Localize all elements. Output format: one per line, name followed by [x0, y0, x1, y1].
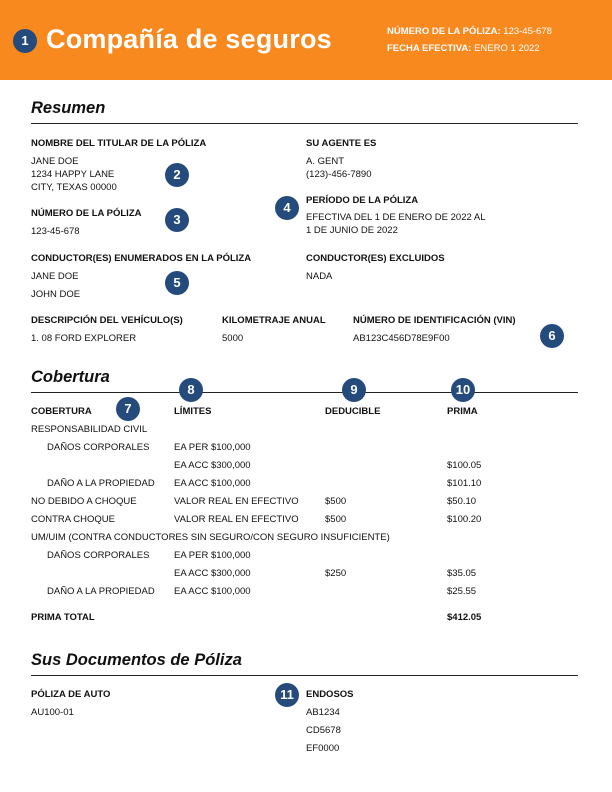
policy-number-label: NÚMERO DE LA PÓLIZA	[31, 208, 142, 219]
callout-badge-9: 9	[342, 378, 366, 402]
endorsement-item: AB1234	[306, 707, 340, 718]
coverage-row-name: RESPONSABILIDAD CIVIL	[31, 424, 148, 435]
callout-badge-10: 10	[451, 378, 475, 402]
mileage-value: 5000	[222, 333, 244, 344]
coverage-row-premium: $35.05	[447, 568, 477, 579]
coverage-row-limit: EA ACC $300,000	[174, 460, 251, 471]
callout-badge-8: 8	[179, 378, 203, 402]
coverage-row-name: DAÑOS CORPORALES	[47, 442, 150, 453]
coverage-row-premium: $100.05	[447, 460, 482, 471]
coverage-row-premium: $50.10	[447, 496, 477, 507]
holder-street: 1234 HAPPY LANE	[31, 169, 115, 180]
coverage-row-premium: $101.10	[447, 478, 482, 489]
coverage-row-name: DAÑOS CORPORALES	[47, 550, 150, 561]
callout-badge-4: 4	[275, 196, 299, 220]
page-header	[0, 0, 612, 80]
coverage-row-deductible: $250	[325, 568, 347, 579]
header-effective-date-value: ENERO 1 2022	[474, 43, 540, 54]
drivers-label: CONDUCTOR(ES) ENUMERADOS EN LA PÓLIZA	[31, 253, 252, 264]
section-title-documents: Sus Documentos de Póliza	[31, 651, 242, 669]
auto-policy-label: PÓLIZA DE AUTO	[31, 689, 111, 700]
total-premium-label: PRIMA TOTAL	[31, 612, 95, 623]
policy-period-line1: EFECTIVA DEL 1 DE ENERO DE 2022 AL	[306, 212, 486, 223]
coverage-row-deductible: $500	[325, 496, 347, 507]
coverage-row-limit: VALOR REAL EN EFECTIVO	[174, 514, 299, 525]
holder-label: NOMBRE DEL TITULAR DE LA PÓLIZA	[31, 138, 207, 149]
callout-badge-2: 2	[165, 163, 189, 187]
coverage-row-limit: VALOR REAL EN EFECTIVO	[174, 496, 299, 507]
coverage-row-limit: EA ACC $300,000	[174, 568, 251, 579]
col-header-deductible: DEDUCIBLE	[325, 406, 381, 417]
coverage-row-name: DAÑO A LA PROPIEDAD	[47, 478, 155, 489]
section-title-summary: Resumen	[31, 99, 106, 117]
mileage-label: KILOMETRAJE ANUAL	[222, 315, 326, 326]
excluded-drivers-label: CONDUCTOR(ES) EXCLUIDOS	[306, 253, 445, 264]
coverage-row-premium: $25.55	[447, 586, 477, 597]
driver-item: JANE DOE	[31, 271, 79, 282]
section-title-coverage: Cobertura	[31, 368, 110, 386]
driver-item: JOHN DOE	[31, 289, 81, 300]
callout-badge-11: 11	[275, 683, 299, 707]
callout-badge-3: 3	[165, 208, 189, 232]
section-divider	[31, 392, 578, 393]
excluded-drivers-value: NADA	[306, 271, 333, 282]
vehicle-value: 1. 08 FORD EXPLORER	[31, 333, 137, 344]
col-header-limits: LÍMITES	[174, 406, 212, 417]
policy-number-value: 123-45-678	[31, 226, 80, 237]
coverage-row-limit: EA PER $100,000	[174, 550, 251, 561]
coverage-row-limit: EA ACC $100,000	[174, 586, 251, 597]
endorsement-item: EF0000	[306, 743, 340, 754]
coverage-row-name: UM/UIM (CONTRA CONDUCTORES SIN SEGURO/CON SEGURO INSUFICIENTE)	[31, 532, 390, 543]
section-divider	[31, 675, 578, 676]
agent-phone: (123)-456-7890	[306, 169, 372, 180]
coverage-row-premium: $100.20	[447, 514, 482, 525]
policy-period-label: PERÍODO DE LA PÓLIZA	[306, 195, 419, 206]
coverage-row-name: CONTRA CHOQUE	[31, 514, 115, 525]
endorsement-item: CD5678	[306, 725, 341, 736]
callout-badge-7: 7	[116, 397, 140, 421]
holder-city: CITY, TEXAS 00000	[31, 182, 117, 193]
header-policy-number-label: NÚMERO DE LA PÓLIZA:	[387, 26, 501, 37]
endorsements-label: ENDOSOS	[306, 689, 354, 700]
vin-label: NÚMERO DE IDENTIFICACIÓN (VIN)	[353, 315, 516, 326]
vehicle-label: DESCRIPCIÓN DEL VEHÍCULO(S)	[31, 315, 183, 326]
total-premium-value: $412.05	[447, 612, 482, 623]
header-effective-date	[387, 43, 540, 54]
callout-badge-6: 6	[540, 324, 564, 348]
header-policy-number-value: 123-45-678	[503, 26, 552, 37]
callout-badge-5: 5	[165, 271, 189, 295]
vin-value: AB123C456D78E9F00	[353, 333, 450, 344]
col-header-premium: PRIMA	[447, 406, 478, 417]
holder-name: JANE DOE	[31, 156, 79, 167]
coverage-row-deductible: $500	[325, 514, 347, 525]
coverage-row-name: NO DEBIDO A CHOQUE	[31, 496, 137, 507]
callout-badge-1: 1	[13, 29, 37, 53]
auto-policy-value: AU100-01	[31, 707, 74, 718]
agent-name: A. GENT	[306, 156, 345, 167]
company-title: Compañía de seguros	[46, 24, 332, 54]
agent-label: SU AGENTE ES	[306, 138, 377, 149]
col-header-coverage: COBERTURA	[31, 406, 92, 417]
header-effective-date-label: FECHA EFECTIVA:	[387, 43, 472, 54]
coverage-row-limit: EA ACC $100,000	[174, 478, 251, 489]
policy-period-line2: 1 DE JUNIO DE 2022	[306, 225, 398, 236]
section-divider	[31, 123, 578, 124]
header-policy-number	[387, 26, 552, 37]
coverage-row-name: DAÑO A LA PROPIEDAD	[47, 586, 155, 597]
coverage-row-limit: EA PER $100,000	[174, 442, 251, 453]
